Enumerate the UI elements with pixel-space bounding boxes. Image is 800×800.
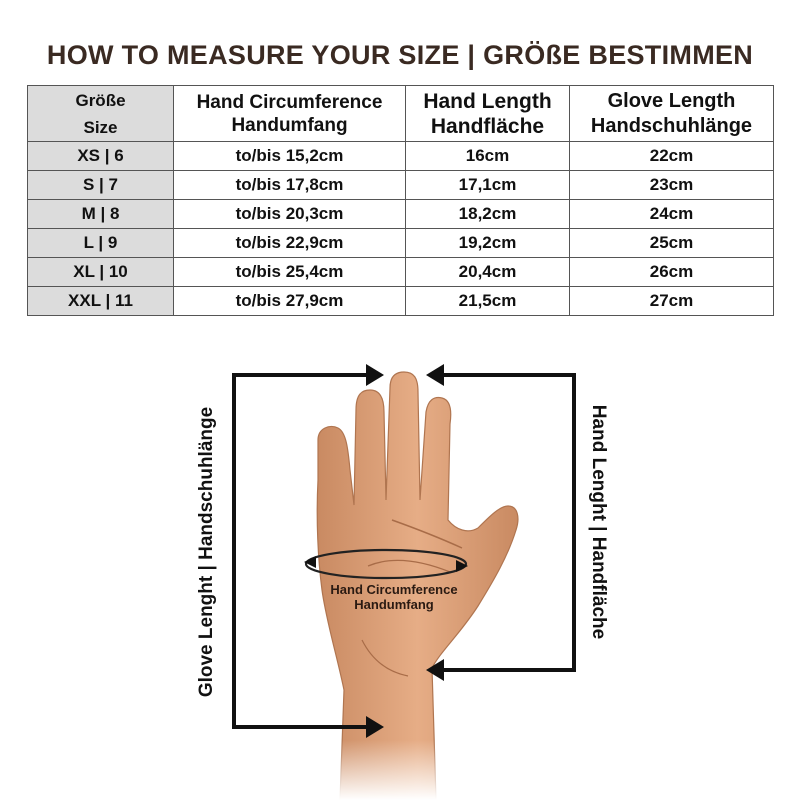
header-circumference-de: Handumfang xyxy=(231,114,348,136)
glove-length-cell: 23cm xyxy=(570,171,774,200)
size-cell: L | 9 xyxy=(28,229,174,258)
circumference-label-en: Hand Circumference xyxy=(330,582,458,597)
hand-length-cell: 18,2cm xyxy=(406,200,570,229)
hand-length-cell: 19,2cm xyxy=(406,229,570,258)
arrowhead-right-icon xyxy=(366,364,384,386)
header-hand-length-en: Hand Length xyxy=(423,89,552,113)
circumference-cell: to/bis 22,9cm xyxy=(174,229,406,258)
circumference-cell: to/bis 15,2cm xyxy=(174,142,406,171)
page-title: HOW TO MEASURE YOUR SIZE | GRÖßE BESTIMMEN xyxy=(46,40,754,70)
header-circumference-en: Hand Circumference xyxy=(196,91,383,113)
size-cell: XS | 6 xyxy=(28,142,174,171)
hand-length-label: Hand Lenght | Handfläche xyxy=(588,404,609,640)
arrowhead-left-icon xyxy=(426,364,444,386)
glove-length-cell: 25cm xyxy=(570,229,774,258)
header-hand-length-de: Handfläche xyxy=(430,114,545,138)
size-cell: S | 7 xyxy=(28,171,174,200)
circumference-label-de: Handumfang xyxy=(354,597,434,612)
glove-length-cell: 22cm xyxy=(570,142,774,171)
circumference-cell: to/bis 25,4cm xyxy=(174,258,406,287)
hand-length-cell: 16cm xyxy=(406,142,570,171)
circumference-cell: to/bis 27,9cm xyxy=(174,287,406,316)
glove-length-cell: 24cm xyxy=(570,200,774,229)
header-glove-length-en: Glove Length xyxy=(607,89,736,112)
header-glove-length-de: Handschuhlänge xyxy=(590,114,753,137)
size-cell: XXL | 11 xyxy=(28,287,174,316)
size-cell: XL | 10 xyxy=(28,258,174,287)
header-size-de: Größe xyxy=(75,90,126,110)
hand-length-cell: 20,4cm xyxy=(406,258,570,287)
size-cell: M | 8 xyxy=(28,200,174,229)
circumference-label xyxy=(330,582,457,612)
circumference-cell: to/bis 17,8cm xyxy=(174,171,406,200)
circumference-cell: to/bis 20,3cm xyxy=(174,200,406,229)
hand-length-cell: 21,5cm xyxy=(406,287,570,316)
hand-length-cell: 17,1cm xyxy=(406,171,570,200)
glove-length-label: Glove Lenght | Handschuhlänge xyxy=(196,406,217,698)
glove-length-cell: 26cm xyxy=(570,258,774,287)
header-size-en: Size xyxy=(83,117,118,137)
glove-length-cell: 27cm xyxy=(570,287,774,316)
